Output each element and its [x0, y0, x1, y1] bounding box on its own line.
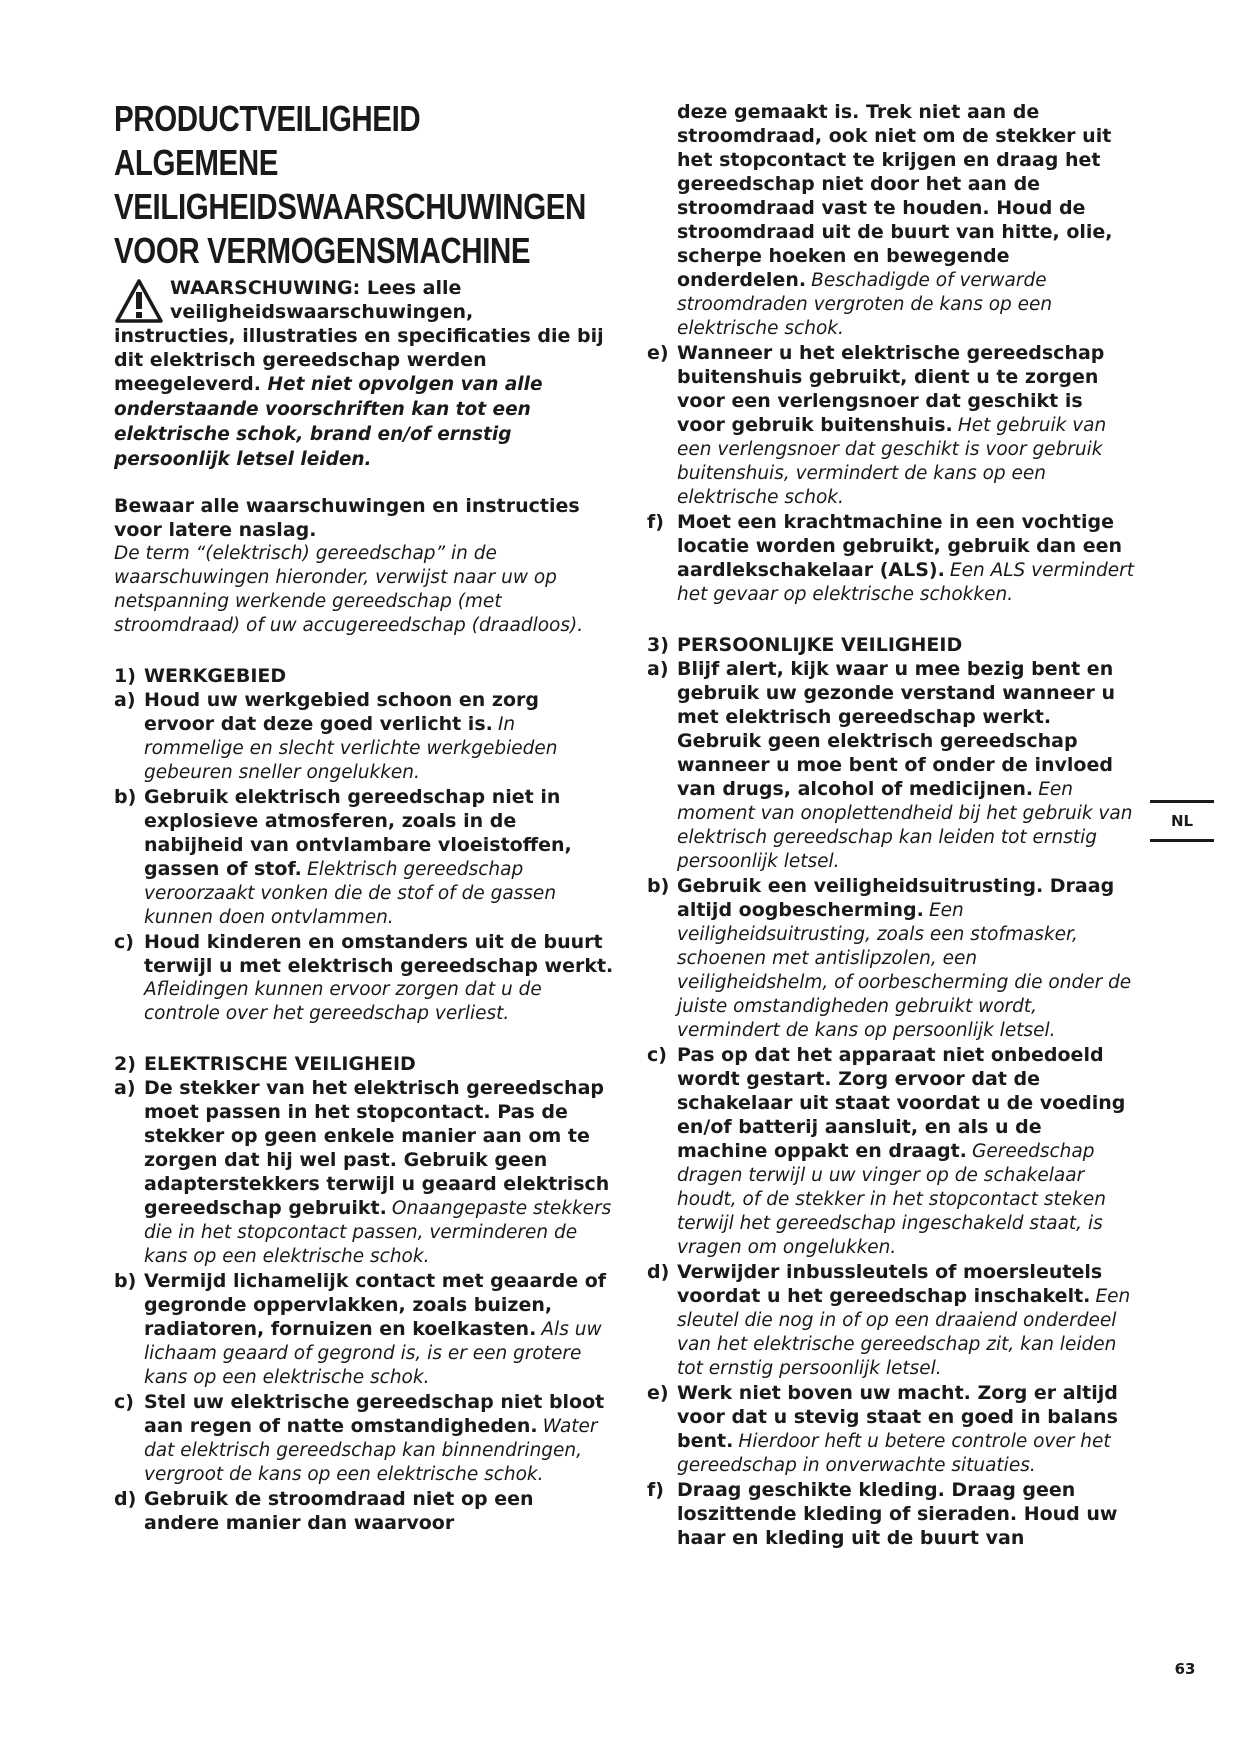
warning-triangle-icon [114, 278, 164, 324]
list-item: d) Gebruik de stroomdraad niet op een andere manier dan waarvoor [114, 1488, 534, 1534]
right-column [647, 100, 1134, 1550]
list-item: f) Moet een krachtmachine in een vochtige locatie worden gebruikt, gebruik dan een aardlekschakelaar (ALS). Een ALS vermindert het gevaar op elektrische schokken. [647, 511, 1134, 605]
section-heading-3: 3) PERSOONLIJKE VEILIGHEID [647, 634, 963, 656]
list-item: e) Wanneer u het elektrische gereedschap buitenshuis gebruikt, dient u te zorgen voor een verlengsnoer dat geschikt is voor gebruik buitenshuis. Het gebruik van een verlengsnoer dat geschikt is voor gebruik buitenshuis, vermindert de kans op een elektrische schok. [647, 342, 1107, 508]
title-line: VEILIGHEIDSWAARSCHUWINGEN [114, 186, 586, 227]
tab-rule-bottom [1150, 839, 1214, 842]
list-item-continued: deze gemaakt is. Trek niet aan de stroomdraad, ook niet om de stekker uit het stopcontact te krijgen en draag het gereedschap niet door het aan de stroomdraad vast te houden. Houd de stroomdraad uit de buurt van hitte, olie, scherpe hoeken en bewegende onderdelen. Beschadigde of verwarde stroomdraden vergroten de kans op een elektrische schok. [677, 101, 1113, 339]
list-item: e) Werk niet boven uw macht. Zorg er altijd voor dat u stevig staat en goed in balans bent. Hierdoor heft u betere controle over het gereedschap in onverwachte situaties. [647, 1382, 1118, 1476]
list-item: b) Gebruik een veiligheidsuitrusting. Draag altijd oogbescherming. Een veiligheidsuitrusting, zoals een stofmasker, schoenen met antislipzolen, een veiligheidshelm, of oorbescherming die onder de juiste omstandigheden gebruikt wordt, vermindert de kans op persoonlijk letsel. [647, 875, 1132, 1041]
title-line: PRODUCTVEILIGHEID [114, 98, 421, 139]
list-item: b) Vermijd lichamelijk contact met geaarde of gegronde oppervlakken, zoals buizen, radiatoren, fornuizen en koelkasten. Als uw lichaam geaard of gegrond is, is er een grotere kans op een elektrische schok. [114, 1270, 607, 1388]
left-column [114, 100, 614, 1535]
title-line: VOOR VERMOGENSMACHINE [114, 230, 531, 271]
keep-italic: De term “(elektrisch) gereedschap” in de waarschuwingen hieronder, verwijst naar uw op netspanning werkende gereedschap (met stroomdraad) of uw accugereedschap (draadloos). [114, 543, 584, 636]
list-item: d) Verwijder inbussleutels of moersleutels voordat u het gereedschap inschakelt. Een sleutel die nog in of op een draaiend onderdeel van het elektrische gereedschap zit, kan leiden tot ernstig persoonlijk letsel. [647, 1261, 1131, 1379]
language-label: NL [1170, 812, 1194, 830]
list-item: c) Houd kinderen en omstanders uit de buurt terwijl u met elektrisch gereedschap werkt. Afleidingen kunnen ervoor zorgen dat u de controle over het gereedschap verliest. [114, 931, 614, 1024]
language-tab [1150, 800, 1214, 842]
page-title [114, 100, 614, 270]
warning-block [114, 276, 614, 472]
section-heading-1: 1) WERKGEBIED [114, 665, 287, 687]
title-line: ALGEMENE [114, 142, 279, 183]
warning-heading: WAARSCHUWING: Lees alle [170, 277, 462, 299]
warning-italic-text: Het niet opvolgen van alle onderstaande voorschriften kan tot een elektrische schok, brand en/of ernstig persoonlijk letsel leiden. [114, 374, 543, 470]
keep-bold: Bewaar alle waarschuwingen en instructies voor latere naslag. [114, 495, 580, 541]
section-heading-2: 2) ELEKTRISCHE VEILIGHEID [114, 1053, 416, 1075]
list-item: c) Stel uw elektrische gereedschap niet bloot aan regen of natte omstandigheden. Water dat elektrisch gereedschap kan binnendringen, vergroot de kans op een elektrische schok. [114, 1391, 605, 1485]
warning-line-2: veiligheidswaarschuwingen, [170, 301, 474, 323]
page-number: 63 [1174, 1660, 1196, 1678]
list-item: f) Draag geschikte kleding. Draag geen loszittende kleding of sieraden. Houd uw haar en kleding uit de buurt van [647, 1479, 1118, 1549]
list-item: a) Blijf alert, kijk waar u mee bezig bent en gebruik uw gezonde verstand wanneer u met elektrisch gereedschap werkt. Gebruik geen elektrisch gereedschap wanneer u moe bent of onder de invloed van drugs, alcohol of medicijnen. Een moment van onoplettendheid bij het gebruik van elektrisch gereedschap kan leiden tot ernstig persoonlijk letsel. [647, 658, 1133, 872]
list-item: a) Houd uw werkgebied schoon en zorg ervoor dat deze goed verlicht is. In rommelige en slecht verlichte werkgebieden gebeuren sneller ongelukken. [114, 689, 558, 783]
list-item: c) Pas op dat het apparaat niet onbedoeld wordt gestart. Zorg ervoor dat de schakelaar uit staat voordat u de voeding en/of batterij aansluit, en als u de machine oppakt en draagt. Gereedschap dragen terwijl u uw vinger op de schakelaar houdt, of de stekker in het stopcontact steken terwijl het gereedschap ingeschakeld staat, is vragen om ongelukken. [647, 1044, 1126, 1258]
list-item: b) Gebruik elektrisch gereedschap niet in explosieve atmosferen, zoals in de nabijheid van ontvlambare vloeistoffen, gassen of stof. Elektrisch gereedschap veroorzaakt vonken die de stof of de gassen kunnen doen ontvlammen. [114, 786, 572, 928]
list-item: a) De stekker van het elektrisch gereedschap moet passen in het stopcontact. Pas de stekker op geen enkele manier aan om te zorgen dat hij wel past. Gebruik geen adapterstekkers terwijl u geaard elektrisch gereedschap gebruikt. Onaangepaste stekkers die in het stopcontact passen, verminderen de kans op een elektrische schok. [114, 1077, 612, 1267]
keep-instructions [114, 494, 614, 638]
warning-bold-text: instructies, illustraties en specificaties die bij dit elektrisch gereedschap werden meegeleverd. [114, 325, 604, 395]
